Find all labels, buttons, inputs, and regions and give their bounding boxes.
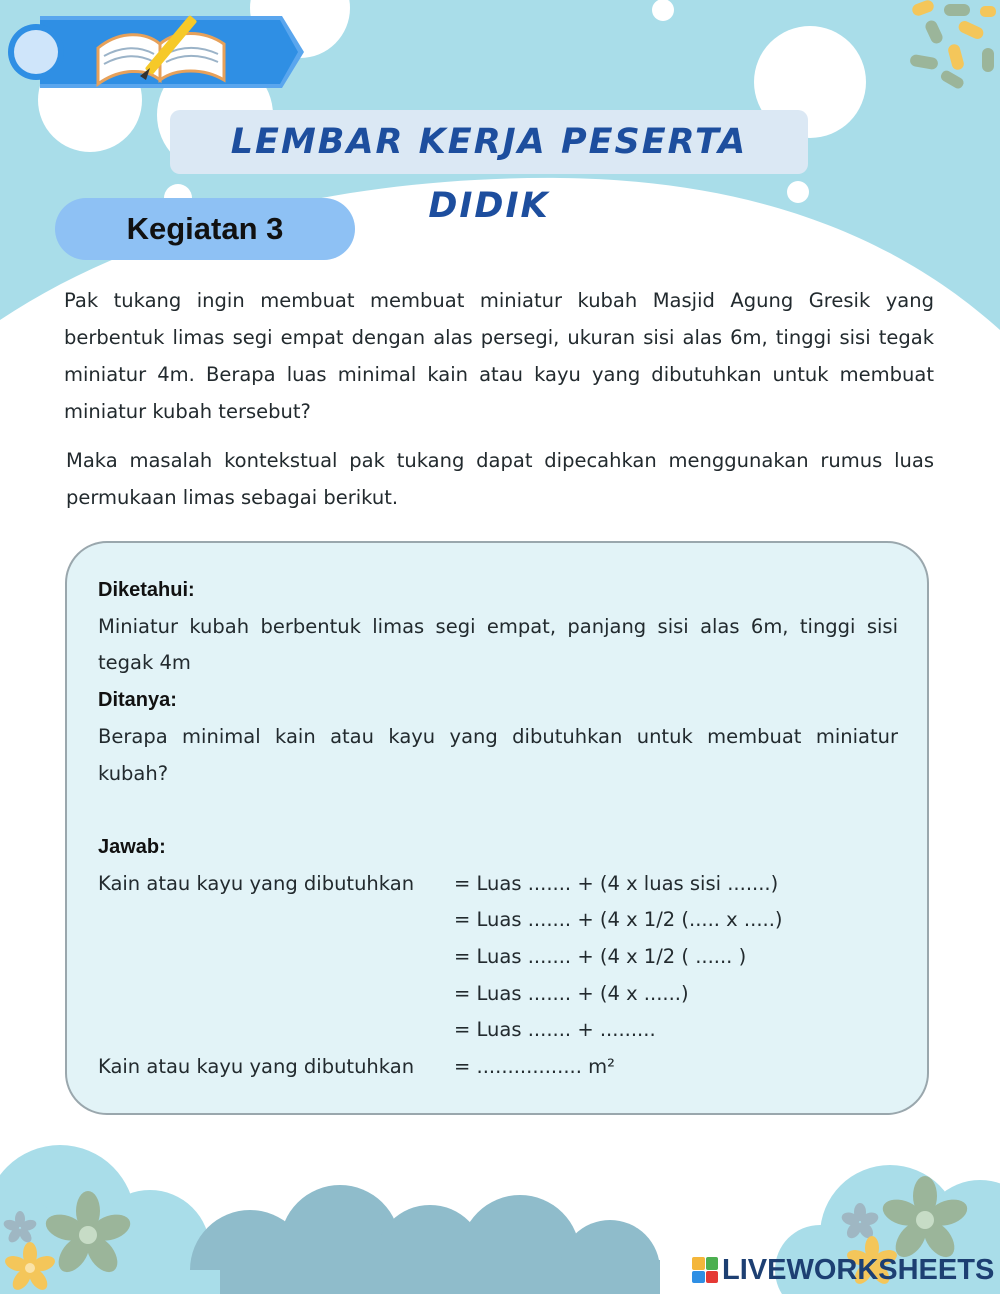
worksheet-content (98, 572, 898, 1086)
answer-label: Jawab: (98, 835, 166, 858)
step-left (98, 1012, 454, 1049)
known-label: Diketahui: (98, 579, 195, 601)
problem-paragraph: Pak tukang ingin membuat membuat miniatur kubah Masjid Agung Gresik yang berbentuk limas segi empat dengan alas persegi, ukuran sisi alas 6m, tinggi sisi tegak miniatur 4m. Berapa luas minimal kain atau kayu yang dibutuhkan untuk membuat miniatur kubah tersebut? (64, 289, 934, 423)
step-right: = Luas ....... + (4 x luas sisi .......) (454, 871, 779, 895)
spacer (98, 792, 898, 829)
answer-result[interactable] (98, 1049, 898, 1086)
answer-step[interactable] (98, 976, 898, 1013)
page-title: LEMBAR KERJA PESERTA DIDIK (230, 122, 748, 226)
result-right: = ................. m² (454, 1055, 615, 1079)
step-left: Kain atau kayu yang dibutuhkan (98, 871, 415, 895)
step-right: = Luas ....... + (4 x ......) (454, 981, 689, 1005)
step-right: = Luas ....... + ......... (454, 1018, 656, 1042)
answer-step[interactable] (98, 1012, 898, 1049)
approach-paragraph: Maka masalah kontekstual pak tukang dapat dipecahkan menggunakan rumus luas permukaan limas sebagai berikut. (66, 449, 934, 509)
step-right: = Luas ....... + (4 x 1/2 (..... x .....) (454, 908, 783, 932)
liveworksheets-logo[interactable] (692, 1252, 994, 1288)
activity-label: Kegiatan 3 (126, 211, 284, 246)
known-text: Miniatur kubah berbentuk limas segi empat, panjang sisi alas 6m, tinggi sisi tegak 4m (98, 614, 898, 675)
answer-step[interactable] (98, 939, 898, 976)
step-left (98, 902, 454, 939)
result-left: Kain atau kayu yang dibutuhkan (98, 1055, 415, 1079)
step-left (98, 939, 454, 976)
brand-name: LIVEWORKSHEETS (722, 1253, 995, 1286)
asked-label: Ditanya: (98, 689, 177, 712)
answer-step[interactable] (98, 902, 898, 939)
step-left (98, 976, 454, 1013)
step-right: = Luas ....... + (4 x 1/2 ( ...... ) (454, 945, 747, 969)
answer-step[interactable] (98, 866, 898, 903)
asked-text: Berapa minimal kain atau kayu yang dibutuhkan untuk membuat miniatur kubah? (98, 724, 898, 785)
liveworksheets-icon (692, 1257, 718, 1283)
